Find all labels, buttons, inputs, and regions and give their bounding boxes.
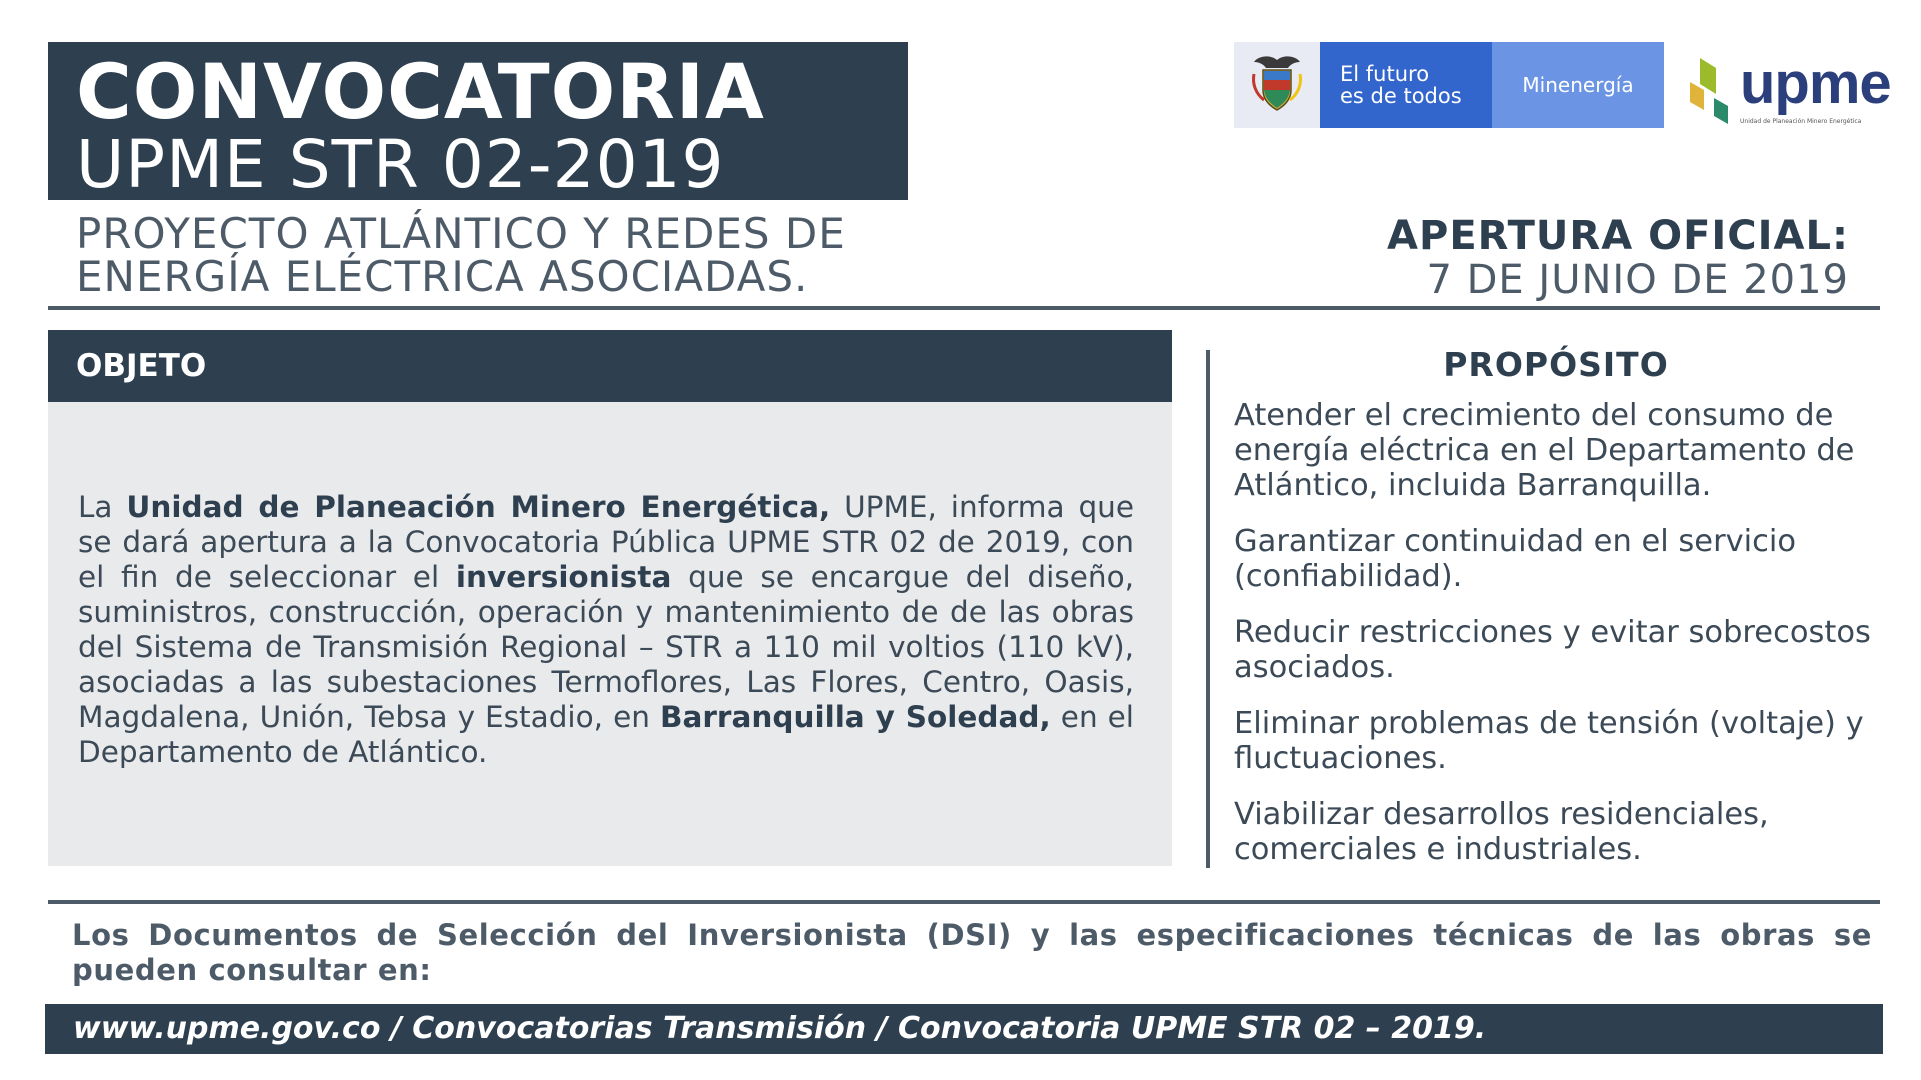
convocatoria-url-text: www.upme.gov.co / Convocatorias Transmisión / Convocatoria UPME STR 02 – 2019. (73, 1011, 1487, 1046)
proposito-item: Garantizar continuidad en el servicio (confiabilidad). (1234, 524, 1797, 594)
proposito-item: Reducir restricciones y evitar sobrecostos asociados. (1234, 615, 1871, 685)
gov-slogan-line-2: es de todos (1340, 84, 1462, 108)
title-banner (48, 42, 908, 203)
upme-leaf-icon (1688, 54, 1738, 126)
opening-label: APERTURA OFICIAL: (1387, 213, 1849, 259)
coat-of-arms-icon (1248, 54, 1306, 116)
objeto-heading: OBJETO (48, 330, 1172, 402)
url-banner (45, 1004, 1883, 1054)
objeto-text-3: que se encargue del diseño, suministros, construcción, operación y mantenimiento de de las obras del Sistema de Transmisión Regional – STR a 110 mil voltios (110 kV), asociadas a las subestaciones Termoflores, Las Flores, Centro, Oasis, Magdalena, Unión, Tebsa y Estadio, en (78, 560, 1134, 734)
opening-date: 7 DE JUNIO DE 2019 (1426, 257, 1849, 303)
objeto-text-4: en el Departamento de Atlántico. (78, 700, 1135, 769)
proposito-item: Viabilizar desarrollos residenciales, comerciales e industriales. (1234, 797, 1769, 867)
top-divider (48, 306, 1880, 310)
official-opening (1387, 214, 1849, 302)
dsi-documents-note: Los Documentos de Selección del Inversionista (DSI) y las especificaciones técnicas de las obras se pueden consultar en: (72, 918, 1872, 987)
objeto-panel (48, 402, 1172, 866)
proposito-item: Eliminar problemas de tensión (voltaje) y fluctuaciones. (1234, 706, 1864, 776)
el-futuro-es-de-todos-logo (1320, 42, 1492, 128)
proposito-list (1234, 398, 1884, 888)
column-divider (1206, 350, 1210, 868)
minenergia-logo (1492, 42, 1664, 128)
upme-logo (1688, 51, 1891, 132)
page-subtitle: UPME STR 02-2019 (76, 126, 725, 203)
project-title-line-1: PROYECTO ATLÁNTICO Y REDES DE (76, 209, 846, 258)
objeto-paragraph (78, 490, 1134, 770)
proposito-heading: PROPÓSITO (1443, 345, 1669, 384)
upme-wordmark: upme (1740, 51, 1891, 116)
page-title: CONVOCATORIA (76, 47, 765, 136)
coat-of-arms-logo (1234, 42, 1320, 128)
objeto-text-1: La (78, 490, 127, 524)
gov-slogan-line-1: El futuro (1340, 62, 1430, 86)
government-logo-strip (1234, 42, 1664, 128)
project-title-line-2: ENERGÍA ELÉCTRICA ASOCIADAS. (76, 252, 809, 301)
objeto-bold-inversionista: inversionista (455, 560, 672, 594)
project-title (76, 209, 956, 301)
objeto-bold-upme: Unidad de Planeación Minero Energética, (126, 490, 831, 524)
bottom-divider (48, 900, 1880, 904)
ministry-name: Minenergía (1522, 73, 1634, 97)
objeto-bold-cities: Barranquilla y Soledad, (659, 700, 1051, 734)
proposito-item: Atender el crecimiento del consumo de energía eléctrica en el Departamento de Atlántico, incluida Barranquilla. (1234, 398, 1855, 503)
objeto-text-2: UPME, informa que se dará apertura a la Convocatoria Pública UPME STR 02 de 2019, con el fin de seleccionar el (78, 490, 1135, 594)
upme-tagline: Unidad de Planeación Minero Energética (1740, 118, 1862, 125)
